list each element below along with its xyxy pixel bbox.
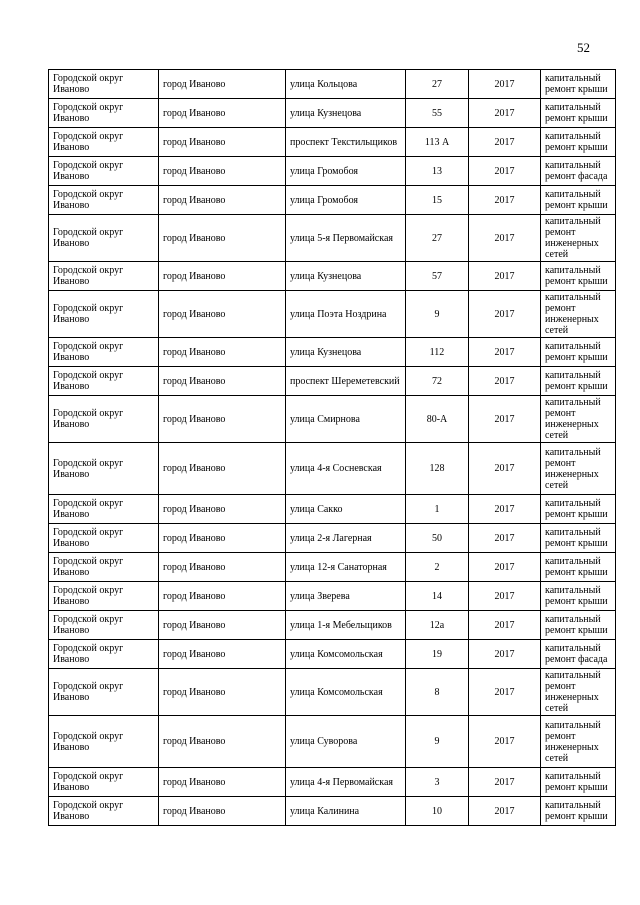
year-cell: 2017 [469, 495, 541, 524]
street-cell: улица Кузнецова [286, 99, 406, 128]
house-number-cell: 72 [406, 367, 469, 396]
work-type-cell: капитальный ремонт крыши [541, 99, 616, 128]
house-number-cell: 27 [406, 70, 469, 99]
district-cell: Городской округ Иваново [49, 262, 159, 291]
city-cell: город Иваново [159, 396, 286, 443]
city-cell: город Иваново [159, 716, 286, 768]
table-body [49, 70, 616, 826]
year-cell: 2017 [469, 553, 541, 582]
district-cell: Городской округ Иваново [49, 70, 159, 99]
house-number-cell: 128 [406, 443, 469, 495]
table-row [49, 553, 616, 582]
street-cell: улица Калинина [286, 797, 406, 826]
district-cell: Городской округ Иваново [49, 367, 159, 396]
city-cell: город Иваново [159, 495, 286, 524]
street-cell: улица 1-я Мебельщиков [286, 611, 406, 640]
work-type-cell: капитальный ремонт крыши [541, 128, 616, 157]
year-cell: 2017 [469, 186, 541, 215]
house-number-cell: 112 [406, 338, 469, 367]
street-cell: улица 4-я Сосневская [286, 443, 406, 495]
year-cell: 2017 [469, 768, 541, 797]
city-cell: город Иваново [159, 443, 286, 495]
year-cell: 2017 [469, 70, 541, 99]
district-cell: Городской округ Иваново [49, 611, 159, 640]
work-type-cell: капитальный ремонт крыши [541, 70, 616, 99]
year-cell: 2017 [469, 582, 541, 611]
house-number-cell: 3 [406, 768, 469, 797]
year-cell: 2017 [469, 640, 541, 669]
city-cell: город Иваново [159, 640, 286, 669]
table-row [49, 291, 616, 338]
city-cell: город Иваново [159, 768, 286, 797]
street-cell: улица Комсомольская [286, 640, 406, 669]
district-cell: Городской округ Иваново [49, 582, 159, 611]
district-cell: Городской округ Иваново [49, 669, 159, 716]
house-number-cell: 19 [406, 640, 469, 669]
table-row [49, 524, 616, 553]
house-number-cell: 80-А [406, 396, 469, 443]
city-cell: город Иваново [159, 524, 286, 553]
city-cell: город Иваново [159, 128, 286, 157]
table-row [49, 495, 616, 524]
page-number: 52 [577, 40, 590, 55]
work-type-cell: капитальный ремонт фасада [541, 640, 616, 669]
street-cell: улица Громобоя [286, 186, 406, 215]
city-cell: город Иваново [159, 157, 286, 186]
district-cell: Городской округ Иваново [49, 338, 159, 367]
table-row [49, 797, 616, 826]
work-type-cell: капитальный ремонт крыши [541, 768, 616, 797]
table-row [49, 611, 616, 640]
year-cell: 2017 [469, 524, 541, 553]
city-cell: город Иваново [159, 367, 286, 396]
house-number-cell: 27 [406, 215, 469, 262]
house-number-cell: 1 [406, 495, 469, 524]
housing-repair-table [48, 69, 616, 826]
city-cell: город Иваново [159, 215, 286, 262]
year-cell: 2017 [469, 611, 541, 640]
street-cell: улица Зверева [286, 582, 406, 611]
district-cell: Городской округ Иваново [49, 443, 159, 495]
house-number-cell: 14 [406, 582, 469, 611]
city-cell: город Иваново [159, 186, 286, 215]
work-type-cell: капитальный ремонт крыши [541, 338, 616, 367]
work-type-cell: капитальный ремонт крыши [541, 186, 616, 215]
work-type-cell: капитальный ремонт инженерных сетей [541, 443, 616, 495]
house-number-cell: 12а [406, 611, 469, 640]
work-type-cell: капитальный ремонт крыши [541, 495, 616, 524]
street-cell: улица Суворова [286, 716, 406, 768]
district-cell: Городской округ Иваново [49, 495, 159, 524]
district-cell: Городской округ Иваново [49, 215, 159, 262]
year-cell: 2017 [469, 367, 541, 396]
district-cell: Городской округ Иваново [49, 640, 159, 669]
year-cell: 2017 [469, 99, 541, 128]
house-number-cell: 10 [406, 797, 469, 826]
house-number-cell: 113 А [406, 128, 469, 157]
street-cell: улица Поэта Ноздрина [286, 291, 406, 338]
city-cell: город Иваново [159, 262, 286, 291]
house-number-cell: 9 [406, 716, 469, 768]
year-cell: 2017 [469, 716, 541, 768]
work-type-cell: капитальный ремонт крыши [541, 553, 616, 582]
work-type-cell: капитальный ремонт инженерных сетей [541, 215, 616, 262]
table-row [49, 70, 616, 99]
city-cell: город Иваново [159, 553, 286, 582]
district-cell: Городской округ Иваново [49, 716, 159, 768]
table-row [49, 640, 616, 669]
year-cell: 2017 [469, 157, 541, 186]
house-number-cell: 55 [406, 99, 469, 128]
street-cell: улица Громобоя [286, 157, 406, 186]
table-row [49, 338, 616, 367]
table-row [49, 215, 616, 262]
table-row [49, 396, 616, 443]
work-type-cell: капитальный ремонт инженерных сетей [541, 669, 616, 716]
street-cell: улица Сакко [286, 495, 406, 524]
city-cell: город Иваново [159, 99, 286, 128]
street-cell: улица 12-я Санаторная [286, 553, 406, 582]
table-row [49, 669, 616, 716]
district-cell: Городской округ Иваново [49, 396, 159, 443]
work-type-cell: капитальный ремонт фасада [541, 157, 616, 186]
table-row [49, 582, 616, 611]
table-row [49, 99, 616, 128]
house-number-cell: 50 [406, 524, 469, 553]
table-row [49, 768, 616, 797]
work-type-cell: капитальный ремонт крыши [541, 582, 616, 611]
table-row [49, 157, 616, 186]
street-cell: улица Смирнова [286, 396, 406, 443]
district-cell: Городской округ Иваново [49, 291, 159, 338]
work-type-cell: капитальный ремонт крыши [541, 367, 616, 396]
street-cell: улица Комсомольская [286, 669, 406, 716]
year-cell: 2017 [469, 262, 541, 291]
city-cell: город Иваново [159, 291, 286, 338]
work-type-cell: капитальный ремонт инженерных сетей [541, 396, 616, 443]
street-cell: улица 5-я Первомайская [286, 215, 406, 262]
city-cell: город Иваново [159, 611, 286, 640]
work-type-cell: капитальный ремонт крыши [541, 262, 616, 291]
work-type-cell: капитальный ремонт крыши [541, 524, 616, 553]
city-cell: город Иваново [159, 582, 286, 611]
district-cell: Городской округ Иваново [49, 524, 159, 553]
table-row [49, 716, 616, 768]
table-row [49, 443, 616, 495]
house-number-cell: 2 [406, 553, 469, 582]
street-cell: проспект Текстильщиков [286, 128, 406, 157]
year-cell: 2017 [469, 128, 541, 157]
city-cell: город Иваново [159, 70, 286, 99]
year-cell: 2017 [469, 797, 541, 826]
work-type-cell: капитальный ремонт инженерных сетей [541, 716, 616, 768]
street-cell: улица 2-я Лагерная [286, 524, 406, 553]
district-cell: Городской округ Иваново [49, 157, 159, 186]
house-number-cell: 57 [406, 262, 469, 291]
year-cell: 2017 [469, 669, 541, 716]
district-cell: Городской округ Иваново [49, 99, 159, 128]
city-cell: город Иваново [159, 338, 286, 367]
street-cell: проспект Шереметевский [286, 367, 406, 396]
work-type-cell: капитальный ремонт крыши [541, 611, 616, 640]
table-row [49, 128, 616, 157]
work-type-cell: капитальный ремонт крыши [541, 797, 616, 826]
house-number-cell: 15 [406, 186, 469, 215]
table-row [49, 367, 616, 396]
district-cell: Городской округ Иваново [49, 186, 159, 215]
table-row [49, 186, 616, 215]
street-cell: улица Кузнецова [286, 262, 406, 291]
house-number-cell: 13 [406, 157, 469, 186]
house-number-cell: 9 [406, 291, 469, 338]
street-cell: улица 4-я Первомайская [286, 768, 406, 797]
year-cell: 2017 [469, 338, 541, 367]
house-number-cell: 8 [406, 669, 469, 716]
table-row [49, 262, 616, 291]
year-cell: 2017 [469, 215, 541, 262]
district-cell: Городской округ Иваново [49, 768, 159, 797]
district-cell: Городской округ Иваново [49, 128, 159, 157]
city-cell: город Иваново [159, 797, 286, 826]
street-cell: улица Кузнецова [286, 338, 406, 367]
district-cell: Городской округ Иваново [49, 553, 159, 582]
year-cell: 2017 [469, 443, 541, 495]
district-cell: Городской округ Иваново [49, 797, 159, 826]
year-cell: 2017 [469, 396, 541, 443]
work-type-cell: капитальный ремонт инженерных сетей [541, 291, 616, 338]
city-cell: город Иваново [159, 669, 286, 716]
street-cell: улица Кольцова [286, 70, 406, 99]
year-cell: 2017 [469, 291, 541, 338]
